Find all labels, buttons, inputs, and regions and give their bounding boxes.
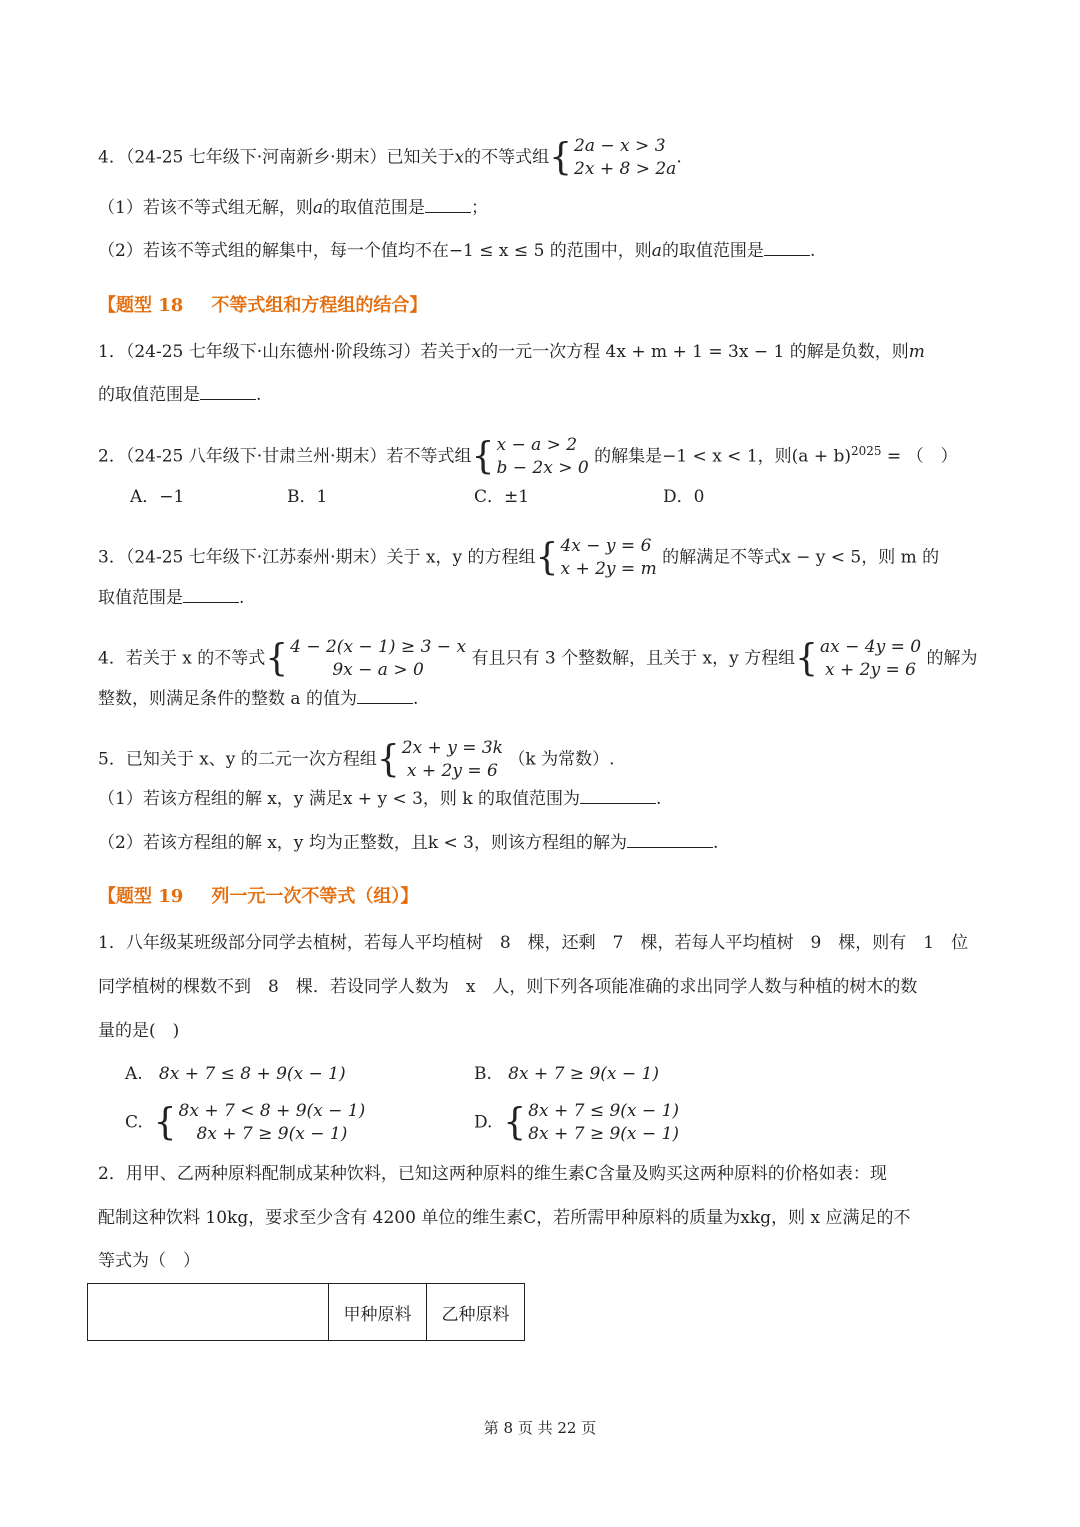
- option-b[interactable]: [474, 1062, 659, 1086]
- sys-line: x − a > 2: [496, 435, 578, 455]
- q-text: 的解满足不等式x − y < 5，则 m 的: [662, 547, 940, 568]
- option-d[interactable]: [663, 485, 704, 509]
- brace-icon: {: [153, 1100, 177, 1144]
- sys-line: ax − 4y = 0: [819, 637, 922, 657]
- option-text: 8x + 7 ≥ 9(x − 1): [508, 1064, 659, 1084]
- var-a: a: [312, 198, 323, 218]
- q-text: 取值范围是: [98, 588, 183, 608]
- q-end: .: [712, 833, 719, 853]
- page-footer: 第 8 页 共 22 页: [483, 1419, 597, 1437]
- sys-line: 4x − y = 6: [560, 536, 652, 556]
- q-text: 4．若关于 x 的不等式: [98, 648, 266, 669]
- q-text: 2．（24-25 八年级下·甘肃兰州·期末）若不等式组: [98, 446, 472, 467]
- q-text: 的取值范围是: [98, 385, 200, 405]
- s19-question-1-line2: [98, 975, 917, 999]
- q4-p2b: 的取值范围是: [661, 241, 764, 261]
- option-label: B．1: [287, 487, 328, 507]
- s19-question-1-line1: [98, 931, 968, 955]
- answer-blank[interactable]: [425, 198, 471, 213]
- option-label: A．−1: [130, 487, 185, 507]
- q-end: .: [256, 385, 262, 405]
- heading-label: 【题型 18: [98, 295, 184, 316]
- sys-line: 8x + 7 ≥ 9(x − 1): [528, 1124, 680, 1144]
- q-text: 量的是( ): [98, 1021, 180, 1041]
- brace-icon: {: [535, 535, 559, 579]
- brace-icon: {: [265, 636, 289, 680]
- option-a[interactable]: [125, 1062, 346, 1086]
- heading-label: 【题型 19: [98, 886, 184, 907]
- option-label: D.: [474, 1112, 493, 1133]
- brace-icon: {: [795, 636, 818, 680]
- q4-end: .: [676, 147, 682, 168]
- sys-line: x + 2y = m: [560, 559, 657, 579]
- answer-blank[interactable]: [764, 241, 810, 256]
- q3-system: [536, 535, 657, 581]
- s18-question-4-cont: [98, 687, 418, 711]
- option-b[interactable]: [287, 485, 327, 509]
- q-text: 同学植树的棵数不到 8 棵．若设同学人数为 x 人，则下列各项能准确的求出同学人数与种植的树木的数: [98, 977, 918, 997]
- brace-icon: {: [503, 1100, 527, 1144]
- q4-p1b: 的取值范围是: [322, 198, 425, 218]
- var-m: m: [908, 342, 925, 362]
- material-table: [87, 1283, 525, 1341]
- q4-system-1: [265, 636, 466, 682]
- s18-question-1: [98, 340, 925, 364]
- sys-line: 2x + y = 3k: [401, 738, 503, 758]
- option-label: A.: [125, 1064, 143, 1084]
- q4-p1-end: ；: [470, 198, 488, 218]
- brace-icon: {: [376, 737, 400, 781]
- option-c[interactable]: [125, 1100, 365, 1146]
- sys-line: 8x + 7 < 8 + 9(x − 1): [178, 1101, 366, 1121]
- q-text: 的解集是−1 < x < 1，则(a + b): [594, 446, 851, 467]
- q-text: （k 为常数）.: [508, 749, 615, 770]
- q-text: 3．（24-25 七年级下·江苏泰州·期末）关于 x，y 的方程组: [98, 547, 536, 568]
- q-text: 的解为: [926, 648, 978, 669]
- answer-blank[interactable]: [627, 833, 713, 848]
- q-text: 1．八年级某班级部分同学去植树，若每人平均植树 8 棵，还剩 7 棵，若每人平均植树 9 棵，则有 1 位: [98, 933, 969, 953]
- sys-line: x + 2y = 6: [825, 660, 916, 680]
- s18-question-3: [98, 535, 939, 581]
- q-end: .: [239, 588, 245, 608]
- q4-p2-text: （2）若该不等式组的解集中，每一个值均不在−1 ≤ x ≤ 5 的范围中，则: [98, 241, 652, 261]
- option-label: C.: [125, 1112, 143, 1133]
- q2-system: [472, 434, 589, 480]
- option-c[interactable]: [474, 485, 529, 509]
- q4-intro: 4．（24-25 七年级下·河南新乡·期末）已知关于: [98, 147, 455, 168]
- sys-line: b − 2x > 0: [496, 458, 589, 478]
- option-label: C．±1: [474, 487, 530, 507]
- answer-blank[interactable]: [357, 689, 413, 704]
- q-text: 配制这种饮料 10kg，要求至少含有 4200 单位的维生素C，若所需甲种原料的质量为xkg，则 x 应满足的不: [98, 1208, 911, 1228]
- sys-line: 4 − 2(x − 1) ≥ 3 − x: [290, 637, 467, 657]
- s18-q5-part-2: [98, 831, 718, 855]
- answer-blank[interactable]: [580, 789, 656, 804]
- q4-system-2: [795, 636, 921, 682]
- q4-part-2: [98, 239, 815, 263]
- table-row: [88, 1284, 525, 1341]
- s18-question-5: [98, 737, 614, 783]
- option-d[interactable]: [474, 1100, 679, 1146]
- q-end: = （ ）: [881, 446, 958, 467]
- q-end: .: [412, 689, 419, 709]
- s19-question-2-line1: [98, 1162, 887, 1186]
- q-text: 等式为（ ）: [98, 1251, 200, 1271]
- table-cell: [88, 1284, 329, 1341]
- s18-question-1-cont: [98, 383, 261, 407]
- s19-question-1-line3: [98, 1019, 179, 1043]
- s18-question-3-cont: [98, 586, 244, 610]
- option-a[interactable]: [130, 485, 184, 509]
- q-end: .: [656, 789, 662, 809]
- answer-blank[interactable]: [183, 588, 239, 603]
- q-text: 的一元一次方程 4x + m + 1 = 3x − 1 的解是负数，则: [481, 342, 909, 362]
- var-x: x: [471, 342, 482, 362]
- q-text: 2．用甲、乙两种原料配制成某种饮料，已知这两种原料的维生素C含量及购买这两种原料的价格如表：现: [98, 1164, 887, 1184]
- sys-line: 2x + 8 > 2a: [574, 159, 677, 179]
- heading-title: 不等式组和方程组的结合】: [211, 295, 428, 316]
- option-text: 8x + 7 ≤ 8 + 9(x − 1): [158, 1064, 346, 1084]
- var-x: x: [454, 147, 465, 168]
- q-text: 1．（24-25 七年级下·山东德州·阶段练习）若关于: [98, 342, 472, 362]
- q4-p2-end: .: [809, 241, 816, 261]
- s19-question-2-line3: [98, 1249, 200, 1273]
- exponent: 2025: [850, 443, 882, 458]
- heading-title: 列一元一次不等式（组）】: [211, 886, 419, 907]
- question-4: [98, 135, 682, 181]
- table-cell: 甲种原料: [329, 1284, 427, 1341]
- brace-icon: {: [549, 135, 573, 179]
- s18-question-4: [98, 636, 977, 682]
- brace-icon: {: [471, 434, 495, 478]
- s19-question-2-line2: [98, 1206, 910, 1230]
- q4-p1-text: （1）若该不等式组无解，则: [98, 198, 313, 218]
- table-cell: 乙种原料: [427, 1284, 525, 1341]
- q-text: 有且只有 3 个整数解，且关于 x，y 方程组: [471, 648, 796, 669]
- sys-line: 2a − x > 3: [574, 136, 666, 156]
- answer-blank[interactable]: [200, 385, 256, 400]
- q4-part-1: [98, 196, 488, 220]
- q-text: 5．已知关于 x、y 的二元一次方程组: [98, 749, 377, 770]
- q4-intro2: 的不等式组: [464, 147, 550, 168]
- section-heading-18: [98, 291, 427, 317]
- sys-line: x + 2y = 6: [406, 761, 498, 781]
- sys-line: 8x + 7 ≥ 9(x − 1): [196, 1124, 348, 1144]
- option-label: B.: [474, 1064, 492, 1084]
- q-text: （2）若该方程组的解 x，y 均为正整数，且k < 3，则该方程组的解为: [98, 833, 627, 853]
- q-text: （1）若该方程组的解 x，y 满足x + y < 3，则 k 的取值范围为: [98, 789, 581, 809]
- var-a: a: [651, 241, 662, 261]
- s18-q5-part-1: [98, 787, 661, 811]
- s18-question-2: [98, 434, 958, 480]
- q4-system: [549, 135, 676, 181]
- q5-system: [377, 737, 503, 783]
- q-text: 整数，则满足条件的整数 a 的值为: [98, 689, 357, 709]
- option-label: D．0: [663, 487, 705, 507]
- sys-line: 9x − a > 0: [332, 660, 424, 680]
- sys-line: 8x + 7 ≤ 9(x − 1): [528, 1101, 680, 1121]
- section-heading-19: [98, 882, 418, 908]
